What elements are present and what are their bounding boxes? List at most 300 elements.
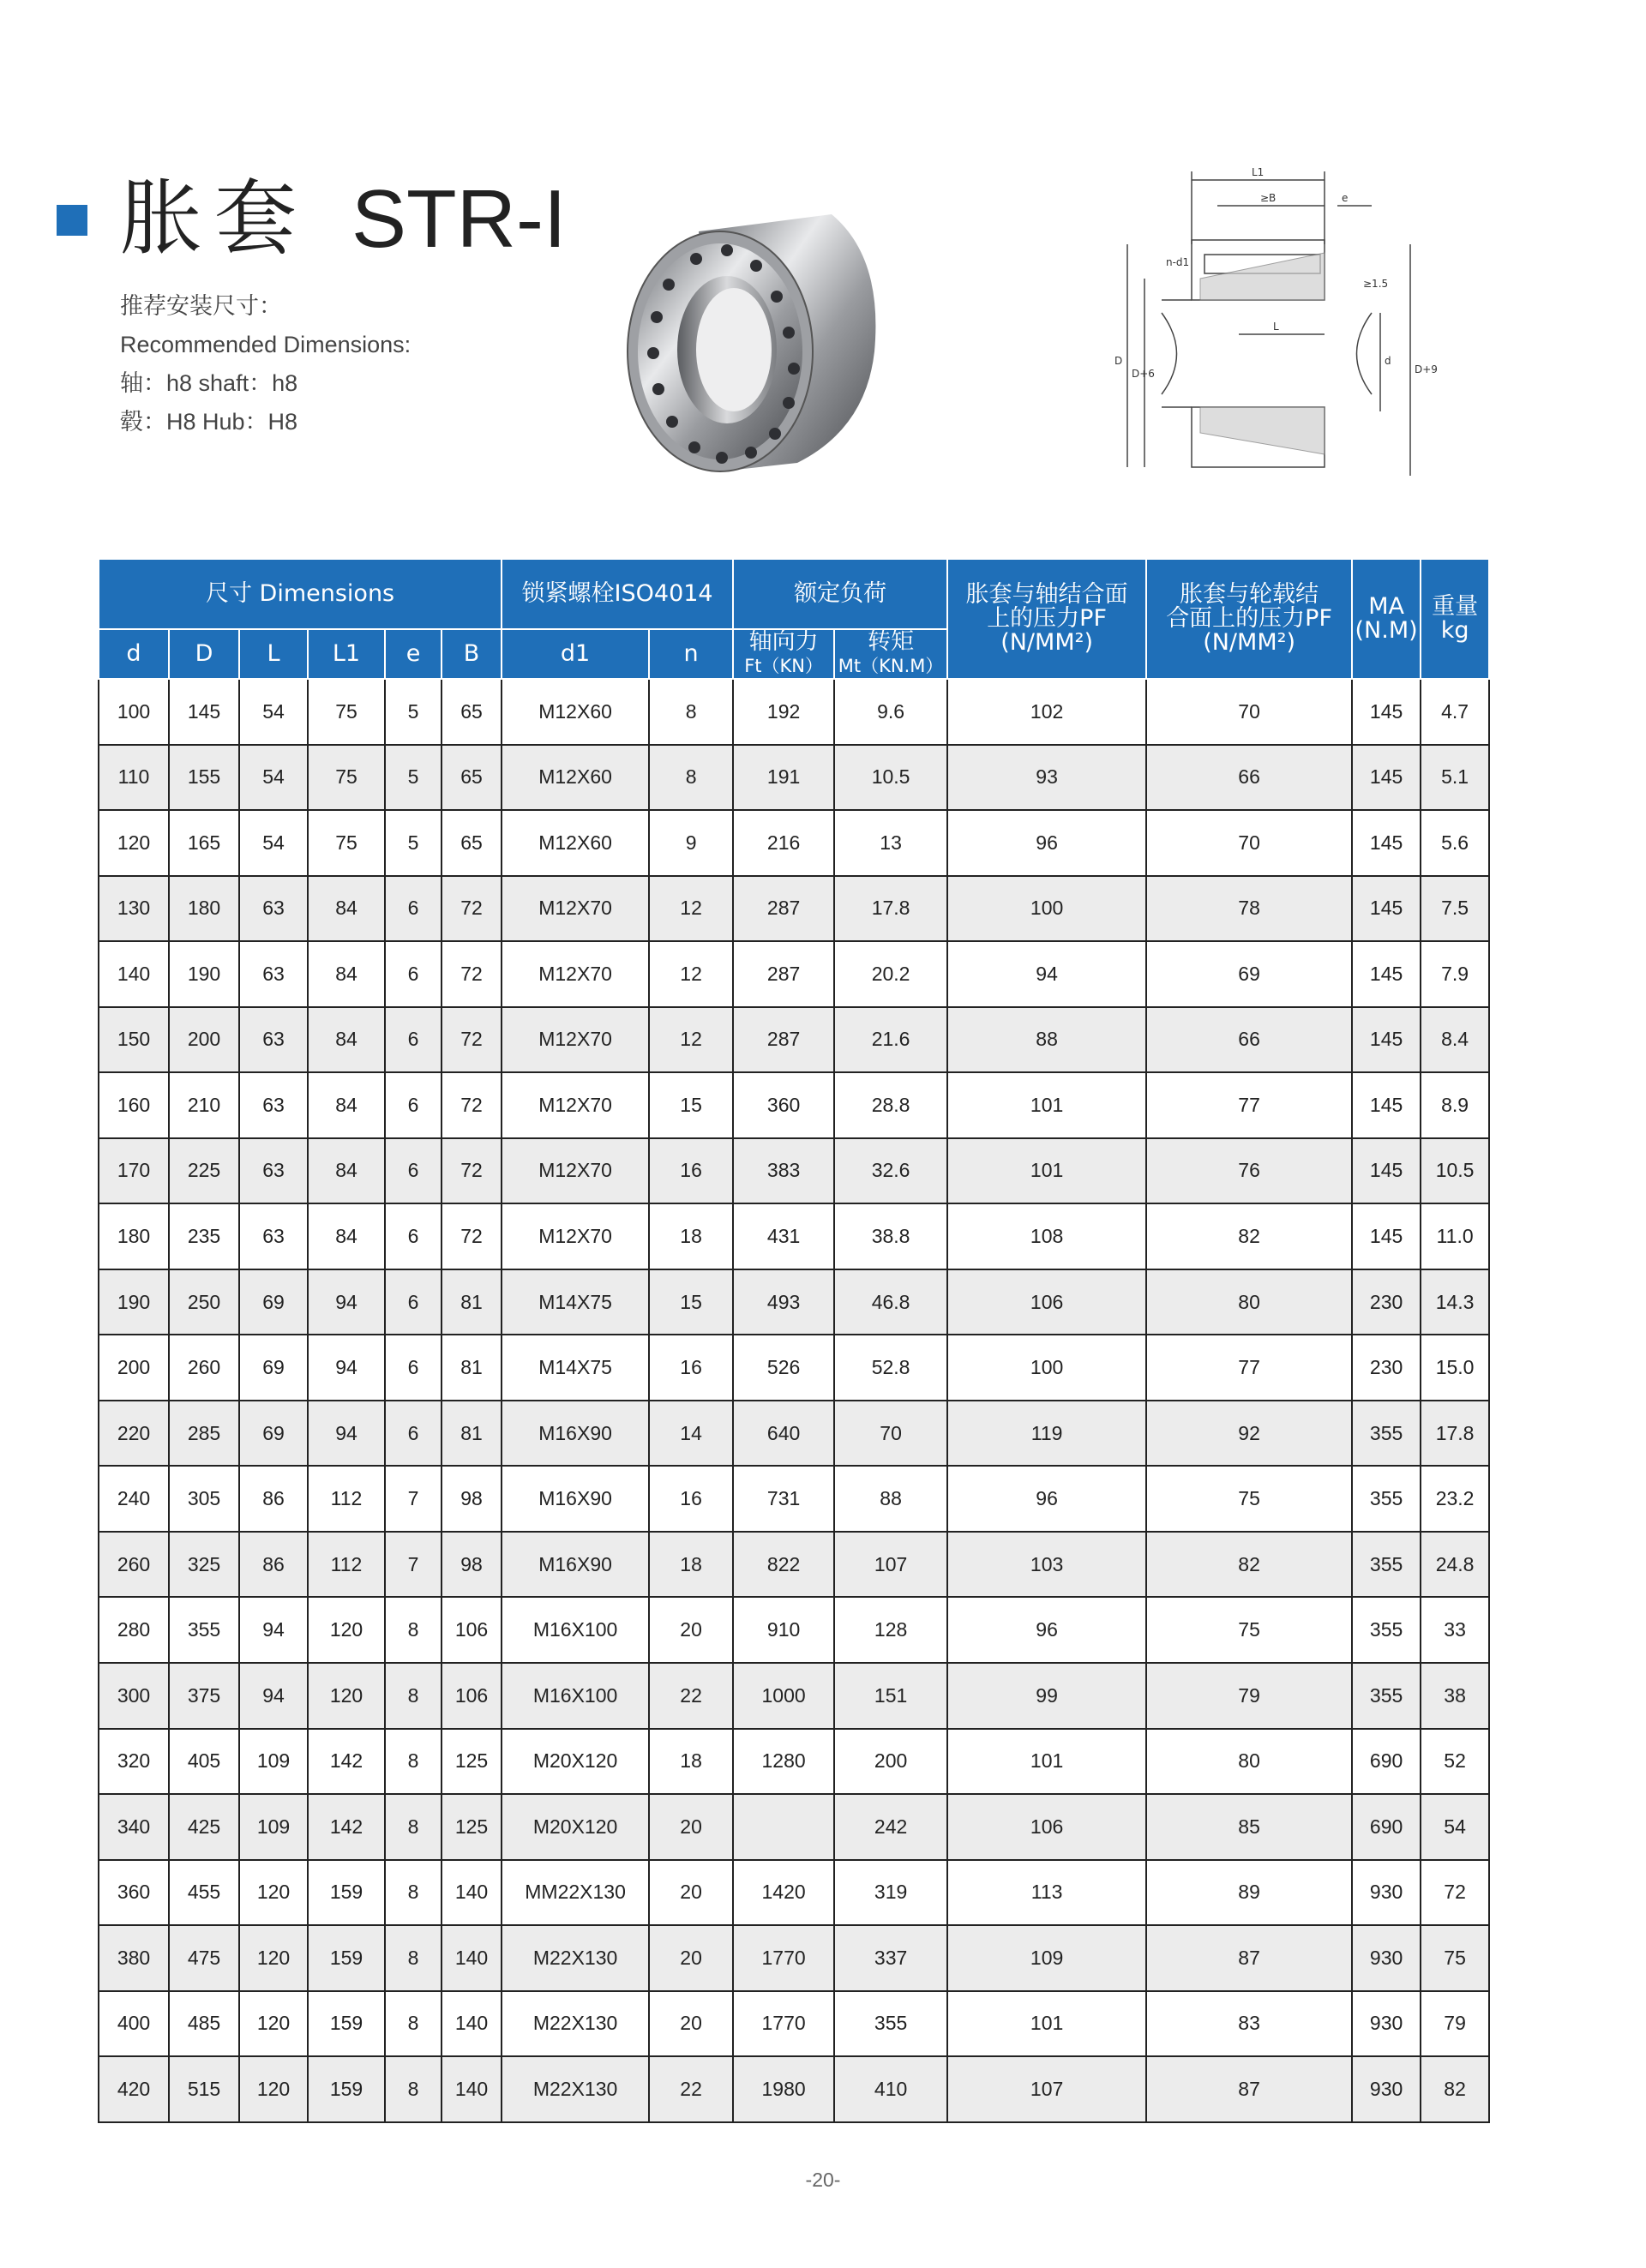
table-row [99, 1597, 1489, 1663]
cell-ma: 355 [1352, 1597, 1421, 1663]
header-ma: MA (N.M) [1352, 559, 1421, 679]
cell-n: 12 [649, 941, 733, 1007]
cell-d: 360 [99, 1860, 169, 1926]
cell-hub-pressure: 77 [1146, 1072, 1352, 1138]
cell-d1: M16X90 [502, 1466, 649, 1532]
table-row [99, 1203, 1489, 1269]
table-row [99, 941, 1489, 1007]
dim-label-L1: L1 [1252, 166, 1265, 178]
cell-d1: M20X120 [502, 1794, 649, 1860]
cell-shaft-pressure: 96 [947, 1466, 1146, 1532]
cell-shaft-pressure: 99 [947, 1663, 1146, 1729]
cell-torque: 88 [834, 1466, 947, 1532]
cell-L1: 142 [308, 1729, 385, 1795]
cell-d: 320 [99, 1729, 169, 1795]
table-row [99, 1072, 1489, 1138]
cell-L1: 159 [308, 1860, 385, 1926]
cell-B: 72 [442, 1203, 502, 1269]
cell-B: 106 [442, 1597, 502, 1663]
cell-hub-pressure: 82 [1146, 1203, 1352, 1269]
cell-n: 12 [649, 876, 733, 942]
dim-label-d: d [1385, 355, 1391, 367]
dim-label-dplus9: D+9 [1415, 363, 1438, 375]
cell-n: 18 [649, 1532, 733, 1598]
cell-L1: 84 [308, 1203, 385, 1269]
cell-L: 69 [239, 1335, 308, 1401]
cell-L: 63 [239, 876, 308, 942]
cell-shaft-pressure: 103 [947, 1532, 1146, 1598]
cell-weight: 15.0 [1421, 1335, 1489, 1401]
cell-D: 285 [169, 1401, 239, 1467]
cell-d: 220 [99, 1401, 169, 1467]
cell-ma: 145 [1352, 1203, 1421, 1269]
cell-weight: 79 [1421, 1991, 1489, 2057]
table-row [99, 679, 1489, 745]
cell-d1: M20X120 [502, 1729, 649, 1795]
cell-B: 72 [442, 1007, 502, 1073]
cell-D: 165 [169, 810, 239, 876]
header-bolt: 锁紧螺栓ISO4014 [502, 559, 733, 629]
table-row [99, 1794, 1489, 1860]
cell-e: 6 [385, 1335, 442, 1401]
cell-n: 8 [649, 745, 733, 811]
cell-axial-force: 1280 [733, 1729, 834, 1795]
cell-L1: 75 [308, 745, 385, 811]
cell-B: 140 [442, 1991, 502, 2057]
specification-table [98, 558, 1490, 2123]
cell-e: 6 [385, 941, 442, 1007]
cell-axial-force: 287 [733, 876, 834, 942]
cell-axial-force: 526 [733, 1335, 834, 1401]
header-weight: 重量 kg [1421, 559, 1489, 679]
cell-d: 190 [99, 1269, 169, 1335]
cell-shaft-pressure: 100 [947, 876, 1146, 942]
dim-label-Dplus6: D+6 [1132, 368, 1155, 380]
cell-d1: M22X130 [502, 1991, 649, 2057]
cell-weight: 8.4 [1421, 1007, 1489, 1073]
cell-L: 109 [239, 1794, 308, 1860]
cell-hub-pressure: 82 [1146, 1532, 1352, 1598]
cell-B: 140 [442, 1860, 502, 1926]
cell-d1: M12X60 [502, 745, 649, 811]
cell-axial-force: 1770 [733, 1925, 834, 1991]
cell-n: 16 [649, 1466, 733, 1532]
cell-L1: 94 [308, 1335, 385, 1401]
cell-shaft-pressure: 108 [947, 1203, 1146, 1269]
cell-shaft-pressure: 88 [947, 1007, 1146, 1073]
table-row [99, 810, 1489, 876]
cell-weight: 52 [1421, 1729, 1489, 1795]
cell-n: 16 [649, 1138, 733, 1204]
cell-ma: 145 [1352, 1007, 1421, 1073]
cell-d1: M16X100 [502, 1663, 649, 1729]
cell-d: 140 [99, 941, 169, 1007]
cell-ma: 930 [1352, 1991, 1421, 2057]
cell-shaft-pressure: 101 [947, 1991, 1146, 2057]
header-rated-load: 额定负荷 [733, 559, 947, 629]
col-header-axial-force: 轴向力 Ft（KN） [733, 629, 834, 679]
cell-torque: 21.6 [834, 1007, 947, 1073]
cell-weight: 7.5 [1421, 876, 1489, 942]
cell-L1: 75 [308, 679, 385, 745]
table-row [99, 1138, 1489, 1204]
table-row [99, 1532, 1489, 1598]
col-header-n: n [649, 629, 733, 679]
cell-e: 7 [385, 1532, 442, 1598]
cell-d: 170 [99, 1138, 169, 1204]
cell-weight: 5.6 [1421, 810, 1489, 876]
cell-hub-pressure: 78 [1146, 876, 1352, 942]
dim-label-L: L [1273, 321, 1279, 333]
table-row [99, 876, 1489, 942]
cell-L: 94 [239, 1597, 308, 1663]
cell-weight: 14.3 [1421, 1269, 1489, 1335]
table-row [99, 1007, 1489, 1073]
cell-B: 72 [442, 876, 502, 942]
title-square-bullet [57, 205, 87, 236]
cell-d1: M12X70 [502, 876, 649, 942]
cell-d1: M12X70 [502, 941, 649, 1007]
cell-weight: 38 [1421, 1663, 1489, 1729]
cell-B: 140 [442, 1925, 502, 1991]
col-header-L: L [239, 629, 308, 679]
cell-L1: 159 [308, 2056, 385, 2122]
cell-d: 120 [99, 810, 169, 876]
cell-torque: 128 [834, 1597, 947, 1663]
cell-L: 63 [239, 1072, 308, 1138]
cell-hub-pressure: 87 [1146, 1925, 1352, 1991]
table-row [99, 1663, 1489, 1729]
cell-e: 6 [385, 1203, 442, 1269]
cell-n: 22 [649, 2056, 733, 2122]
cell-L1: 142 [308, 1794, 385, 1860]
cell-hub-pressure: 85 [1146, 1794, 1352, 1860]
cell-n: 20 [649, 1860, 733, 1926]
cell-weight: 75 [1421, 1925, 1489, 1991]
cell-D: 210 [169, 1072, 239, 1138]
dim-label-B: ≥B [1260, 192, 1277, 204]
cell-D: 355 [169, 1597, 239, 1663]
cell-e: 8 [385, 1663, 442, 1729]
cell-D: 250 [169, 1269, 239, 1335]
cell-axial-force: 287 [733, 941, 834, 1007]
cell-torque: 107 [834, 1532, 947, 1598]
col-header-B: B [442, 629, 502, 679]
cell-e: 6 [385, 1072, 442, 1138]
col-header-d: d [99, 629, 169, 679]
cell-weight: 54 [1421, 1794, 1489, 1860]
cell-B: 81 [442, 1335, 502, 1401]
cell-ma: 145 [1352, 679, 1421, 745]
cell-hub-pressure: 92 [1146, 1401, 1352, 1467]
cell-ma: 355 [1352, 1532, 1421, 1598]
cell-L: 86 [239, 1532, 308, 1598]
cell-L1: 94 [308, 1269, 385, 1335]
cell-d: 110 [99, 745, 169, 811]
cell-d1: M16X90 [502, 1532, 649, 1598]
cell-L: 69 [239, 1269, 308, 1335]
cell-D: 305 [169, 1466, 239, 1532]
cell-torque: 200 [834, 1729, 947, 1795]
cell-ma: 690 [1352, 1794, 1421, 1860]
cell-e: 8 [385, 1597, 442, 1663]
rec-line-2: Recommended Dimensions: [120, 332, 412, 357]
table-row [99, 1860, 1489, 1926]
cell-n: 12 [649, 1007, 733, 1073]
cell-d1: M22X130 [502, 2056, 649, 2122]
cell-d: 260 [99, 1532, 169, 1598]
cell-shaft-pressure: 102 [947, 679, 1146, 745]
cell-n: 20 [649, 1925, 733, 1991]
cell-B: 81 [442, 1269, 502, 1335]
cell-axial-force: 1420 [733, 1860, 834, 1926]
dim-label-gap: ≥1.5 [1363, 278, 1389, 290]
cell-weight: 33 [1421, 1597, 1489, 1663]
cell-L: 94 [239, 1663, 308, 1729]
cell-d: 130 [99, 876, 169, 942]
cell-d: 200 [99, 1335, 169, 1401]
cell-B: 81 [442, 1401, 502, 1467]
table-row [99, 1335, 1489, 1401]
cell-L1: 84 [308, 941, 385, 1007]
cell-weight: 7.9 [1421, 941, 1489, 1007]
cell-e: 6 [385, 1007, 442, 1073]
cell-L: 63 [239, 1007, 308, 1073]
cell-axial-force: 1000 [733, 1663, 834, 1729]
cell-axial-force: 1980 [733, 2056, 834, 2122]
cell-d1: M16X90 [502, 1401, 649, 1467]
cell-axial-force: 191 [733, 745, 834, 811]
cell-shaft-pressure: 106 [947, 1794, 1146, 1860]
cell-torque: 337 [834, 1925, 947, 1991]
cell-torque: 355 [834, 1991, 947, 2057]
cell-weight: 23.2 [1421, 1466, 1489, 1532]
table-row [99, 2056, 1489, 2122]
cell-axial-force: 431 [733, 1203, 834, 1269]
cell-D: 225 [169, 1138, 239, 1204]
cell-D: 475 [169, 1925, 239, 1991]
cell-axial-force: 216 [733, 810, 834, 876]
cell-d1: M12X70 [502, 1007, 649, 1073]
cell-L: 63 [239, 941, 308, 1007]
cell-n: 15 [649, 1269, 733, 1335]
cell-d: 340 [99, 1794, 169, 1860]
cell-ma: 145 [1352, 941, 1421, 1007]
table-row [99, 1401, 1489, 1467]
cell-d1: M22X130 [502, 1925, 649, 1991]
cell-L1: 84 [308, 1072, 385, 1138]
cell-D: 405 [169, 1729, 239, 1795]
table-body [99, 679, 1489, 2122]
cell-L: 54 [239, 745, 308, 811]
cell-D: 425 [169, 1794, 239, 1860]
cell-n: 20 [649, 1597, 733, 1663]
cell-hub-pressure: 83 [1146, 1991, 1352, 2057]
cell-D: 180 [169, 876, 239, 942]
table-row [99, 1925, 1489, 1991]
cell-weight: 11.0 [1421, 1203, 1489, 1269]
cell-d: 420 [99, 2056, 169, 2122]
col-header-torque: 转矩 Mt（KN.M） [834, 629, 947, 679]
cell-weight: 5.1 [1421, 745, 1489, 811]
cell-L: 63 [239, 1203, 308, 1269]
cell-weight: 72 [1421, 1860, 1489, 1926]
cell-hub-pressure: 75 [1146, 1597, 1352, 1663]
cell-shaft-pressure: 106 [947, 1269, 1146, 1335]
cell-axial-force: 822 [733, 1532, 834, 1598]
rec-line-1: 推荐安装尺寸： [120, 293, 282, 319]
cell-n: 20 [649, 1991, 733, 2057]
cell-d1: M12X60 [502, 810, 649, 876]
cell-e: 6 [385, 1269, 442, 1335]
cell-L1: 84 [308, 1138, 385, 1204]
header-hub-pressure: 胀套与轮载结 合面上的压力PF (N/MM²) [1146, 559, 1352, 679]
cell-weight: 24.8 [1421, 1532, 1489, 1598]
table-row [99, 1466, 1489, 1532]
cell-e: 7 [385, 1466, 442, 1532]
cell-weight: 82 [1421, 2056, 1489, 2122]
cell-shaft-pressure: 107 [947, 2056, 1146, 2122]
dim-label-nd1: n-d1 [1166, 256, 1190, 268]
cell-L1: 120 [308, 1663, 385, 1729]
cell-d1: M12X70 [502, 1203, 649, 1269]
cell-d1: M12X70 [502, 1138, 649, 1204]
cell-L: 120 [239, 2056, 308, 2122]
cell-e: 8 [385, 1729, 442, 1795]
cell-axial-force: 910 [733, 1597, 834, 1663]
col-header-e: e [385, 629, 442, 679]
cell-axial-force: 1770 [733, 1991, 834, 2057]
cell-L1: 112 [308, 1466, 385, 1532]
cell-d: 300 [99, 1663, 169, 1729]
cell-e: 8 [385, 1794, 442, 1860]
product-photo-locking-assembly [617, 206, 892, 480]
cell-ma: 930 [1352, 2056, 1421, 2122]
cell-L: 120 [239, 1991, 308, 2057]
cell-D: 260 [169, 1335, 239, 1401]
cell-L: 109 [239, 1729, 308, 1795]
cell-torque: 9.6 [834, 679, 947, 745]
cell-e: 6 [385, 876, 442, 942]
cell-hub-pressure: 80 [1146, 1269, 1352, 1335]
cell-D: 200 [169, 1007, 239, 1073]
cell-d1: M16X100 [502, 1597, 649, 1663]
cell-B: 125 [442, 1729, 502, 1795]
cell-D: 375 [169, 1663, 239, 1729]
cell-d1: M12X60 [502, 679, 649, 745]
cell-B: 140 [442, 2056, 502, 2122]
cell-d1: MM22X130 [502, 1860, 649, 1926]
cell-D: 485 [169, 1991, 239, 2057]
cell-ma: 355 [1352, 1466, 1421, 1532]
cell-B: 72 [442, 941, 502, 1007]
cell-e: 8 [385, 2056, 442, 2122]
cell-torque: 17.8 [834, 876, 947, 942]
cell-L: 120 [239, 1860, 308, 1926]
cell-L1: 75 [308, 810, 385, 876]
cell-shaft-pressure: 96 [947, 810, 1146, 876]
col-header-D: D [169, 629, 239, 679]
cell-axial-force: 192 [733, 679, 834, 745]
title-cn: 胀套 [120, 171, 309, 267]
cell-hub-pressure: 76 [1146, 1138, 1352, 1204]
cell-e: 5 [385, 810, 442, 876]
cell-e: 6 [385, 1138, 442, 1204]
cell-n: 22 [649, 1663, 733, 1729]
cell-B: 98 [442, 1532, 502, 1598]
cell-ma: 145 [1352, 1072, 1421, 1138]
cell-ma: 355 [1352, 1663, 1421, 1729]
dim-label-D: D [1114, 355, 1123, 367]
cell-n: 9 [649, 810, 733, 876]
technical-cross-section-drawing [1114, 159, 1457, 489]
cell-L1: 159 [308, 1925, 385, 1991]
cell-d: 160 [99, 1072, 169, 1138]
cell-d: 400 [99, 1991, 169, 2057]
table-row [99, 745, 1489, 811]
cell-L1: 159 [308, 1991, 385, 2057]
cell-n: 14 [649, 1401, 733, 1467]
cell-torque: 32.6 [834, 1138, 947, 1204]
cell-axial-force: 383 [733, 1138, 834, 1204]
cell-e: 6 [385, 1401, 442, 1467]
cell-torque: 151 [834, 1663, 947, 1729]
table-row [99, 1729, 1489, 1795]
page-number: -20- [805, 2169, 841, 2191]
cell-L1: 94 [308, 1401, 385, 1467]
cell-hub-pressure: 79 [1146, 1663, 1352, 1729]
cell-hub-pressure: 70 [1146, 810, 1352, 876]
cell-torque: 70 [834, 1401, 947, 1467]
cell-d1: M14X75 [502, 1269, 649, 1335]
cell-B: 72 [442, 1138, 502, 1204]
cell-torque: 13 [834, 810, 947, 876]
cell-axial-force [733, 1794, 834, 1860]
cell-shaft-pressure: 101 [947, 1072, 1146, 1138]
cell-B: 65 [442, 679, 502, 745]
cell-L1: 112 [308, 1532, 385, 1598]
table-row [99, 1269, 1489, 1335]
cell-ma: 690 [1352, 1729, 1421, 1795]
cell-torque: 242 [834, 1794, 947, 1860]
cell-ma: 145 [1352, 745, 1421, 811]
cell-B: 125 [442, 1794, 502, 1860]
cell-axial-force: 640 [733, 1401, 834, 1467]
cell-axial-force: 287 [733, 1007, 834, 1073]
cell-L1: 84 [308, 1007, 385, 1073]
cell-hub-pressure: 77 [1146, 1335, 1352, 1401]
cell-ma: 355 [1352, 1401, 1421, 1467]
cell-L1: 120 [308, 1597, 385, 1663]
cell-ma: 145 [1352, 810, 1421, 876]
cell-e: 5 [385, 745, 442, 811]
cell-hub-pressure: 66 [1146, 745, 1352, 811]
cell-torque: 319 [834, 1860, 947, 1926]
cell-L1: 84 [308, 876, 385, 942]
cell-shaft-pressure: 109 [947, 1925, 1146, 1991]
cell-axial-force: 360 [733, 1072, 834, 1138]
rec-line-4: 毂：H8 Hub：H8 [120, 409, 298, 435]
cell-B: 98 [442, 1466, 502, 1532]
cell-D: 235 [169, 1203, 239, 1269]
cell-e: 5 [385, 679, 442, 745]
cell-D: 190 [169, 941, 239, 1007]
cell-ma: 930 [1352, 1860, 1421, 1926]
cell-n: 20 [649, 1794, 733, 1860]
header-dimensions: 尺寸 Dimensions [99, 559, 502, 629]
cell-L: 69 [239, 1401, 308, 1467]
cell-e: 8 [385, 1925, 442, 1991]
